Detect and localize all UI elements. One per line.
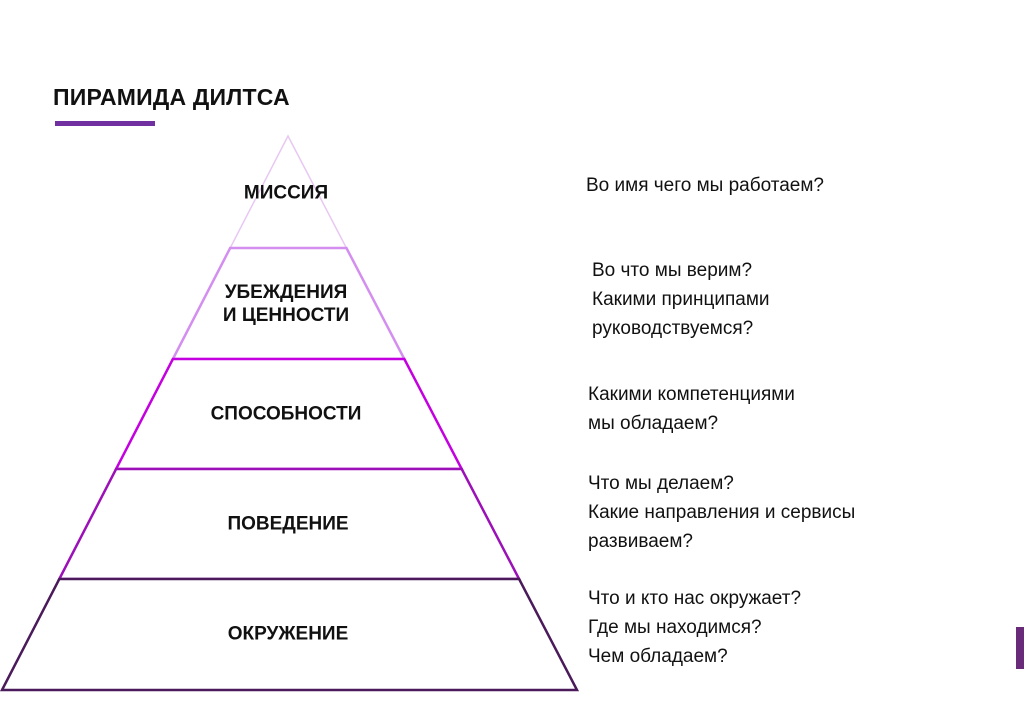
side-accent-bar [1016, 627, 1024, 669]
level-label-2 [223, 281, 349, 327]
question-line: Чем обладаем? [588, 646, 728, 667]
level-label-3 [211, 403, 362, 426]
question-line: Во имя чего мы работаем? [586, 175, 825, 196]
level-question-4 [588, 469, 855, 556]
level-label-line: УБЕЖДЕНИЯ [224, 282, 348, 303]
question-line: Какими принципами [592, 289, 770, 310]
level-label-line: И ЦЕННОСТИ [222, 305, 350, 326]
question-line: Какие направления и сервисы [588, 502, 856, 523]
level-question-2 [592, 256, 770, 343]
question-line: Какими компетенциями [588, 384, 795, 405]
level-label-1 [244, 182, 328, 205]
question-line: Во что мы верим? [592, 260, 753, 281]
question-line: Что мы делаем? [588, 473, 734, 494]
level-label-4 [227, 513, 348, 536]
level-question-3 [588, 380, 795, 438]
level-label-line: ПОВЕДЕНИЕ [227, 513, 349, 535]
level-label-line: МИССИЯ [243, 182, 329, 204]
question-line: развиваем? [588, 531, 693, 552]
question-line: руководствуемся? [592, 318, 754, 339]
level-question-1 [586, 171, 824, 200]
level-label-line: ОКРУЖЕНИЕ [227, 623, 349, 645]
page-title: ПИРАМИДА ДИЛТСА [53, 84, 290, 110]
question-line: Что и кто нас окружает? [588, 588, 802, 609]
question-line: мы обладаем? [588, 413, 719, 434]
level-question-5 [588, 584, 801, 671]
level-label-line: СПОСОБНОСТИ [210, 403, 362, 425]
question-line: Где мы находимся? [588, 617, 762, 638]
level-label-5 [228, 623, 349, 646]
